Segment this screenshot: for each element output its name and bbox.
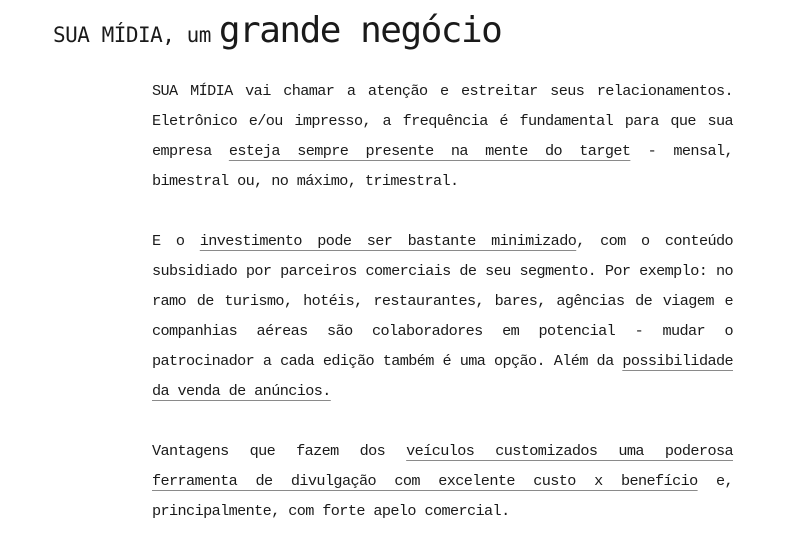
paragraph-3-highlight: veículos customizados uma poderosa ferramenta de divulgação com excelente custo x benefício bbox=[152, 442, 733, 490]
title-main: grande negócio bbox=[218, 10, 502, 51]
paragraph-3 bbox=[152, 436, 733, 526]
title-prefix: SUA MÍDIA, um bbox=[53, 23, 211, 47]
paragraph-1 bbox=[152, 76, 733, 196]
paragraph-1-highlight: esteja sempre presente na mente do target bbox=[228, 142, 631, 160]
paragraph-2 bbox=[152, 226, 733, 406]
paragraph-2-highlight-a: investimento pode ser bastante minimizado bbox=[199, 232, 577, 250]
page-title bbox=[53, 10, 501, 51]
paragraph-3-text-b: e, principalmente, com forte apelo comercial. bbox=[152, 472, 733, 520]
body-content bbox=[152, 76, 733, 526]
paragraph-3-text-a: Vantagens que fazem dos bbox=[152, 442, 407, 460]
paragraph-1-text-b: - mensal, bimestral ou, no máximo, trimestral. bbox=[152, 142, 733, 190]
paragraph-2-text-b: , com o conteúdo subsidiado por parceiros comerciais de seu segmento. Por exemplo: no ramo de turismo, hotéis, restaurantes, bares, agências de viagem e companhias aéreas são colaboradores em potencial - mudar o patrocinador a cada edição também é uma opção. Além da bbox=[152, 232, 733, 370]
paragraph-2-text-a: E o bbox=[152, 232, 200, 250]
paragraph-1-text-a: SUA MÍDIA vai chamar a atenção e estreitar seus relacionamentos. Eletrônico e/ou impresso, a frequência é fundamental para que sua empresa bbox=[152, 82, 733, 160]
paragraph-2-highlight-b: possibilidade da venda de anúncios. bbox=[152, 352, 733, 400]
